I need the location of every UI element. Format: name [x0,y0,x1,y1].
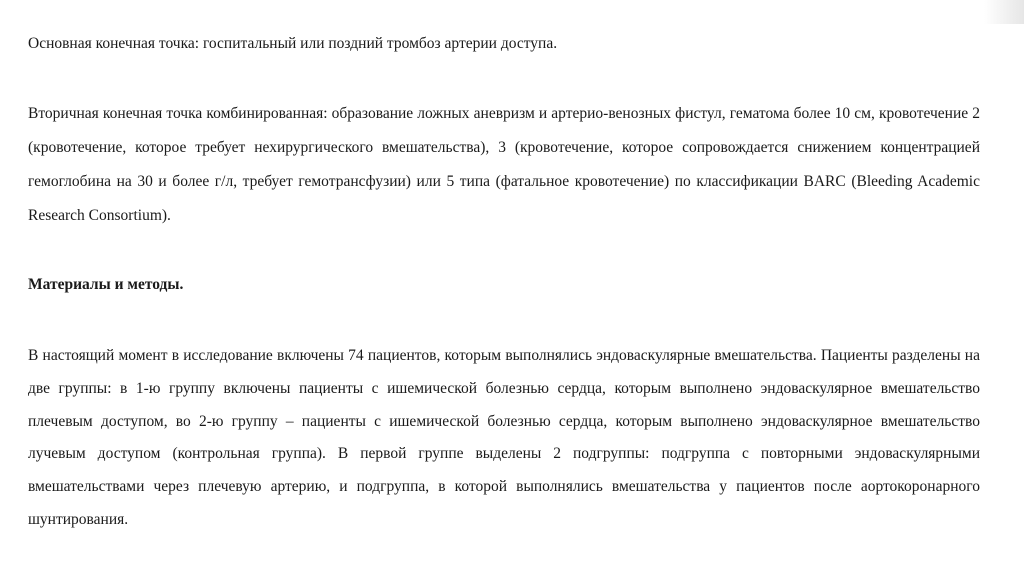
page-corner-shadow [984,0,1024,24]
secondary-endpoint-paragraph: Вторичная конечная точка комбинированная: образование ложных аневризм и артерио-венозных фистул, гематома более 10 см, кровотечение 2 (кровотечение, которое требует нехирургического вмешательства), 3 (кровотечение, которое сопровождается снижением концентрацией гемоглобина на 30 и более г/л, требует гемотрансфузии) или 5 типа (фатальное кровотечение) по классификации BARC (Bleeding Academic Research Consortium). [28,105,980,224]
materials-methods-heading: Материалы и методы. [28,276,184,293]
materials-methods-paragraph: В настоящий момент в исследование включены 74 пациентов, которым выполнялись эндоваскулярные вмешательства. Пациенты разделены на две группы: в 1-ю группу включены пациенты с ишемической болезнью сердца, которым выполнено эндоваскулярное вмешательство плечевым доступом, во 2-ю группу – пациенты с ишемической болезнью сердца, которым выполнено эндоваскулярное вмешательство лучевым доступом (контрольная группа). В первой группе выделены 2 подгруппы: подгруппа с повторными эндоваскулярными вмешательствами через плечевую артерию, и подгруппа, в которой выполнялись вмешательства у пациентов после аортокоронарного шунтирования. [28,347,980,528]
primary-endpoint-paragraph: Основная конечная точка: госпитальный или поздний тромбоз артерии доступа. [28,35,558,52]
